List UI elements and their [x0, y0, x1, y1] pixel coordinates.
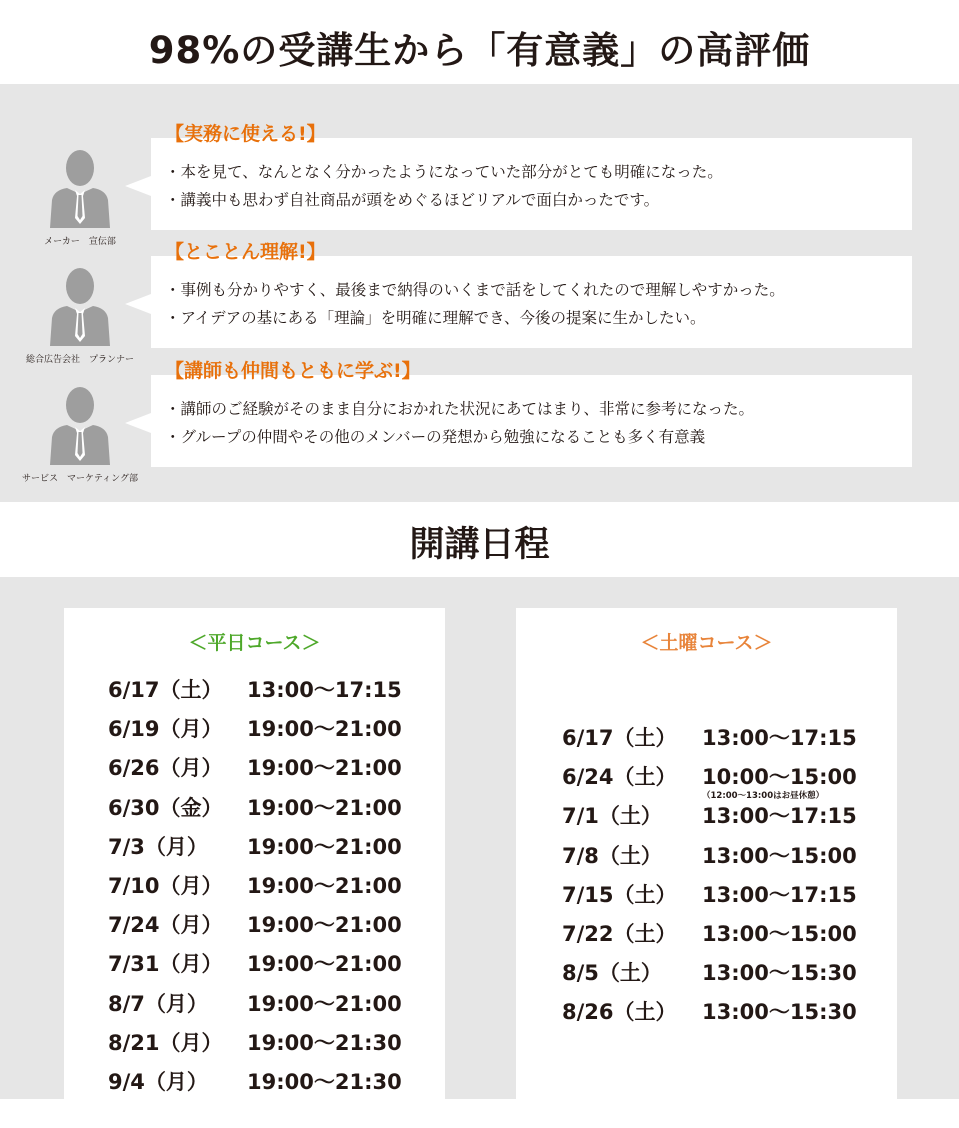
session-time: 19:00～21:00: [247, 874, 402, 898]
review-heading: 【とことん理解!】: [165, 241, 326, 263]
review-heading: 【実務に使える!】: [165, 123, 326, 145]
session-time: 19:00～21:00: [247, 756, 402, 781]
session-date: 6/30（金）: [108, 795, 223, 820]
session-time: 13:00～15:00: [702, 843, 857, 868]
review-lines: [151, 375, 912, 451]
session-time: 13:00～15:30: [702, 961, 857, 986]
page-headline: 98%の受講生から「有意義」の高評価: [148, 29, 811, 72]
session-date: 8/7（月）: [108, 991, 208, 1016]
weekday-course-card: [64, 608, 445, 1128]
session-date: 8/26（土）: [562, 1000, 677, 1025]
review-lines: [151, 138, 912, 214]
review-line: ・アイデアの基にある「理論」を明確に理解でき、今後の提案に生かしたい。: [165, 309, 706, 327]
session-date: 6/17（土）: [562, 726, 677, 750]
person-silhouette-icon: [49, 264, 111, 346]
review-bubble-1: [151, 123, 912, 230]
session-time: 19:00～21:00: [247, 717, 402, 742]
review-lines: [151, 256, 912, 332]
session-date: 7/8（土）: [562, 843, 662, 868]
session-time: 10:00～15:00: [702, 765, 857, 790]
weekday-course-title: ＜平日コース＞: [188, 632, 321, 654]
session-time: 13:00～15:00: [702, 922, 857, 946]
session-date: 8/21（月）: [108, 1030, 223, 1055]
session-time: 19:00～21:00: [247, 991, 402, 1016]
reviewer-2: [0, 264, 160, 365]
session-date: 7/3（月）: [108, 834, 208, 859]
session-date: 7/1（土）: [562, 804, 662, 829]
session-time: 13:00～17:15: [247, 678, 402, 702]
saturday-course-title: ＜土曜コース＞: [640, 632, 773, 654]
review-bubble-3: [151, 360, 912, 467]
session-date: 7/22（土）: [562, 922, 677, 946]
session-time: 19:00～21:30: [247, 1030, 402, 1055]
session-time: 19:00～21:00: [247, 795, 402, 820]
session-time: 19:00～21:00: [247, 834, 402, 859]
reviewer-department: サービス マーケティング部: [22, 474, 138, 484]
review-line: ・事例も分かりやすく、最後まで納得のいくまで話をしてくれたので理解しやすかった。: [165, 281, 785, 299]
session-date: 6/19（月）: [108, 717, 223, 742]
person-silhouette-icon: [49, 383, 111, 465]
reviewer-department: メーカー 宣伝部: [44, 237, 116, 247]
reviews-section: [0, 84, 959, 502]
reviewer-3: [0, 383, 160, 484]
session-date: 7/31（月）: [108, 952, 223, 977]
schedule-title: 開講日程: [409, 525, 550, 565]
schedule-title-band: [0, 502, 959, 577]
session-date: 8/5（土）: [562, 961, 662, 986]
headline-band: [0, 0, 959, 84]
person-silhouette-icon: [49, 146, 111, 228]
review-heading: 【講師も仲間もともに学ぶ!】: [165, 360, 421, 382]
reviewer-1: [0, 146, 160, 247]
saturday-course-card: [516, 608, 897, 1128]
session-time: 19:00～21:00: [247, 913, 402, 938]
session-date: 6/24（土）: [562, 765, 677, 790]
review-line: ・本を見て、なんとなく分かったようになっていた部分がとても明確になった。: [165, 163, 723, 181]
session-time: 19:00～21:30: [247, 1070, 402, 1094]
session-date: 9/4（月）: [108, 1070, 208, 1094]
review-line: ・グループの仲間やその他のメンバーの発想から勉強になることも多く有意義: [165, 428, 706, 446]
session-time: 13:00～15:30: [702, 1000, 857, 1025]
session-note: （12:00～13:00はお昼休憩）: [702, 791, 825, 802]
session-time: 19:00～21:00: [247, 952, 402, 977]
review-line: ・講師のご経験がそのまま自分におかれた状況にあてはまり、非常に参考になった。: [165, 400, 755, 418]
review-line: ・講義中も思わず自社商品が頭をめぐるほどリアルで面白かったです。: [165, 191, 660, 209]
review-bubble-2: [151, 241, 912, 348]
session-time: 13:00～17:15: [702, 882, 857, 907]
session-time: 13:00～17:15: [702, 726, 857, 750]
session-date: 7/24（月）: [108, 913, 223, 938]
session-time: 13:00～17:15: [702, 804, 857, 829]
session-date: 6/17（土）: [108, 678, 223, 702]
session-date: 7/10（月）: [108, 874, 223, 898]
session-date: 6/26（月）: [108, 756, 223, 781]
reviewer-department: 総合広告会社 プランナー: [25, 355, 134, 365]
schedule-section: [0, 577, 959, 1099]
session-date: 7/15（土）: [562, 882, 677, 907]
